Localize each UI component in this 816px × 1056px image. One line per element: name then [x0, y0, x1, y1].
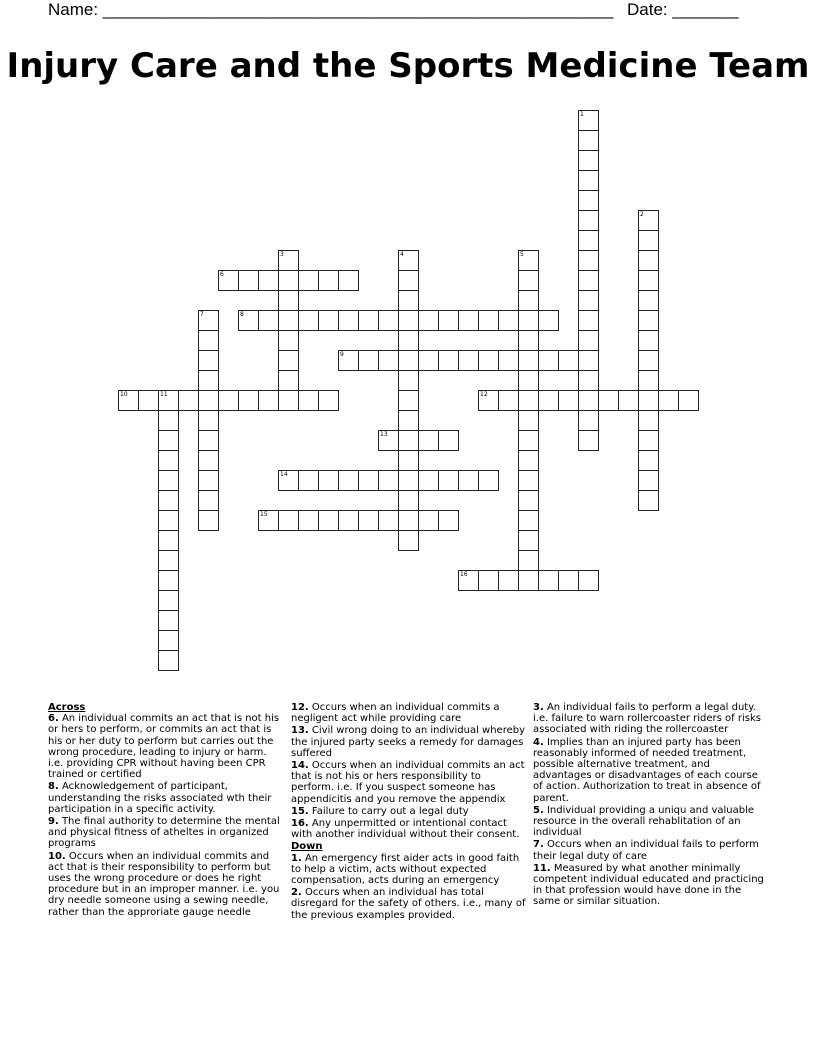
crossword-cell[interactable] [398, 410, 419, 431]
crossword-cell[interactable] [638, 350, 659, 371]
crossword-cell[interactable] [598, 390, 619, 411]
crossword-cell[interactable] [558, 390, 579, 411]
clue-text: Civil wrong doing to an individual whereby the injured party seeks a remedy for damages suffered [291, 725, 526, 759]
clue-number: 2. [291, 887, 302, 899]
crossword-cell[interactable] [518, 510, 539, 531]
clue-heading: Across [48, 702, 86, 713]
clue-text: An emergency first aider acts in good faith to help a victim, acts without expected compensation, acts during an emergency [291, 852, 520, 887]
crossword-cell[interactable] [578, 170, 599, 191]
cell-number: 4 [400, 251, 404, 258]
crossword-cell[interactable] [638, 490, 659, 511]
crossword-cell[interactable] [318, 270, 339, 291]
clue-item [48, 713, 284, 780]
crossword-cell[interactable] [298, 470, 319, 491]
crossword-cell[interactable] [198, 370, 219, 391]
crossword-cell[interactable] [638, 250, 659, 271]
crossword-cell[interactable] [198, 390, 219, 411]
crossword-cell[interactable] [398, 390, 419, 411]
cell-number: 16 [460, 571, 468, 578]
clue-text: Occurs when an individual has total disregard for the safety of others. i.e., many of the previous examples provided. [291, 887, 526, 921]
clue-item [533, 839, 769, 861]
crossword-cell[interactable] [378, 310, 399, 331]
clue-number: 1. [291, 852, 302, 864]
crossword-cell[interactable] [198, 350, 219, 371]
cell-number: 1 [580, 111, 584, 118]
crossword-cell[interactable] [478, 570, 499, 591]
clue-number: 6. [48, 713, 59, 725]
cell-number: 3 [280, 251, 284, 258]
cell-number: 9 [340, 351, 344, 358]
crossword-cell[interactable] [518, 490, 539, 511]
crossword-cell[interactable] [558, 570, 579, 591]
cell-number: 7 [200, 311, 204, 318]
crossword-cell[interactable] [538, 350, 559, 371]
crossword-cell[interactable] [578, 370, 599, 391]
crossword-cell[interactable] [258, 270, 279, 291]
crossword-cell[interactable] [578, 330, 599, 351]
crossword-cell[interactable] [358, 310, 379, 331]
crossword-cell[interactable] [518, 310, 539, 331]
crossword-cell[interactable] [298, 270, 319, 291]
crossword-cell[interactable] [458, 310, 479, 331]
clue-number: 8. [48, 781, 59, 793]
clue-number: 3. [533, 702, 544, 713]
crossword-cell[interactable] [198, 430, 219, 451]
clue-text: Acknowledgement of participant, understanding the risks associated wth their participation in a specific activity. [48, 781, 272, 815]
crossword-cell[interactable] [338, 270, 359, 291]
clue-item [291, 760, 527, 805]
crossword-cell[interactable] [278, 350, 299, 371]
cell-number: 13 [380, 431, 388, 438]
clues-column-1 [48, 702, 284, 919]
clue-text: An individual fails to perform a legal duty. i.e. failure to warn rollercoaster riders of risks associated with riding the rollercoaster [533, 702, 761, 736]
cell-number: 10 [120, 391, 128, 398]
crossword-cell[interactable] [638, 210, 659, 231]
crossword-cell[interactable] [298, 510, 319, 531]
clue-item [48, 851, 284, 918]
crossword-cell[interactable] [578, 290, 599, 311]
clue-number: 9. [48, 816, 59, 828]
clue-text: The final authority to determine the mental and physical fitness of atheltes in organized programs [48, 816, 280, 850]
crossword-cell[interactable] [378, 350, 399, 371]
crossword-cell[interactable] [278, 290, 299, 311]
crossword-cell[interactable] [418, 510, 439, 531]
crossword-cell[interactable] [198, 510, 219, 531]
crossword-cell[interactable] [398, 430, 419, 451]
crossword-cell[interactable] [638, 310, 659, 331]
crossword-cell[interactable] [378, 430, 399, 451]
crossword-cell[interactable] [498, 570, 519, 591]
crossword-cell[interactable] [278, 510, 299, 531]
crossword-cell[interactable] [518, 470, 539, 491]
crossword-cell[interactable] [398, 330, 419, 351]
clue-text: Occurs when an individual commits and act that is their responsibility to perform but uses the wrong procedure or does he right procedure but in an improper manner. i.e. you dry needle someone using a sewing needle, rather than the approriate gauge needle [48, 850, 280, 918]
crossword-cell[interactable] [578, 430, 599, 451]
crossword-cell[interactable] [338, 350, 359, 371]
clue-text: Occurs when an individual fails to perform their legal duty of care [533, 839, 759, 862]
crossword-cell[interactable] [158, 390, 179, 411]
clue-number: 10. [48, 850, 66, 862]
crossword-cell[interactable] [338, 510, 359, 531]
crossword-cell[interactable] [158, 610, 179, 631]
crossword-cell[interactable] [278, 470, 299, 491]
crossword-cell[interactable] [478, 310, 499, 331]
crossword-cell[interactable] [498, 390, 519, 411]
crossword-cell[interactable] [518, 410, 539, 431]
crossword-cell[interactable] [438, 310, 459, 331]
clue-text: Failure to carry out a legal duty [308, 805, 469, 817]
crossword-cell[interactable] [638, 270, 659, 291]
clue-text: Measured by what another minimally competent individual educated and practicing in that profession would have done in the same or similar situation. [533, 862, 764, 908]
crossword-cell[interactable] [258, 390, 279, 411]
crossword-cell[interactable] [438, 470, 459, 491]
crossword-cell[interactable] [578, 570, 599, 591]
crossword-cell[interactable] [618, 390, 639, 411]
crossword-cell[interactable] [198, 470, 219, 491]
crossword-cell[interactable] [518, 530, 539, 551]
crossword-cell[interactable] [398, 370, 419, 391]
cell-number: 5 [520, 251, 524, 258]
crossword-cell[interactable] [438, 350, 459, 371]
crossword-cell[interactable] [158, 410, 179, 431]
crossword-cell[interactable] [398, 530, 419, 551]
crossword-cell[interactable] [418, 470, 439, 491]
crossword-cell[interactable] [318, 470, 339, 491]
crossword-cell[interactable] [518, 430, 539, 451]
crossword-cell[interactable] [578, 110, 599, 131]
crossword-cell[interactable] [398, 450, 419, 471]
crossword-cell[interactable] [578, 130, 599, 151]
crossword-cell[interactable] [518, 330, 539, 351]
crossword-cell[interactable] [418, 310, 439, 331]
crossword-cell[interactable] [498, 310, 519, 331]
clue-item [291, 806, 527, 817]
crossword-cell[interactable] [158, 430, 179, 451]
crossword-cell[interactable] [238, 310, 259, 331]
crossword-cell[interactable] [318, 390, 339, 411]
crossword-cell[interactable] [318, 510, 339, 531]
crossword-cell[interactable] [638, 290, 659, 311]
clue-heading: Down [291, 841, 323, 853]
clue-item [291, 818, 527, 840]
clue-item [533, 863, 769, 908]
clue-number: 5. [533, 804, 544, 816]
clue-number: 12. [291, 702, 309, 713]
clues-column-2 [291, 702, 527, 922]
crossword-cell[interactable] [578, 350, 599, 371]
crossword-cell[interactable] [138, 390, 159, 411]
clue-number: 16. [291, 818, 309, 830]
crossword-cell[interactable] [578, 410, 599, 431]
clue-item [533, 702, 769, 736]
crossword-cell[interactable] [478, 350, 499, 371]
crossword-cell[interactable] [298, 310, 319, 331]
crossword-cell[interactable] [578, 150, 599, 171]
cell-number: 14 [280, 471, 288, 478]
crossword-cell[interactable] [518, 350, 539, 371]
clue-text: Occurs when an individual commits a negligent act while providing care [291, 702, 500, 725]
crossword-cell[interactable] [538, 310, 559, 331]
crossword-cell[interactable] [218, 270, 239, 291]
crossword-cell[interactable] [398, 250, 419, 271]
crossword-cell[interactable] [398, 490, 419, 511]
crossword-cell[interactable] [398, 470, 419, 491]
crossword-cell[interactable] [378, 510, 399, 531]
crossword-cell[interactable] [518, 270, 539, 291]
cell-number: 15 [260, 511, 268, 518]
crossword-cell[interactable] [658, 390, 679, 411]
crossword-cell[interactable] [438, 430, 459, 451]
crossword-cell[interactable] [538, 390, 559, 411]
crossword-cell[interactable] [578, 210, 599, 231]
crossword-cell[interactable] [518, 290, 539, 311]
crossword-cell[interactable] [158, 650, 179, 671]
crossword-cell[interactable] [158, 530, 179, 551]
crossword-cell[interactable] [638, 330, 659, 351]
crossword-cell[interactable] [278, 270, 299, 291]
crossword-cell[interactable] [638, 430, 659, 451]
crossword-cell[interactable] [518, 390, 539, 411]
crossword-cell[interactable] [438, 510, 459, 531]
crossword-cell[interactable] [278, 310, 299, 331]
crossword-cell[interactable] [578, 310, 599, 331]
crossword-cell[interactable] [518, 250, 539, 271]
crossword-cell[interactable] [578, 230, 599, 251]
clue-number: 14. [291, 760, 309, 772]
clue-item [291, 702, 527, 724]
clue-item [291, 725, 527, 759]
clue-item [533, 737, 769, 804]
cell-number: 8 [240, 311, 244, 318]
clue-item [291, 853, 527, 887]
crossword-cell[interactable] [118, 390, 139, 411]
crossword-cell[interactable] [218, 390, 239, 411]
crossword-cell[interactable] [478, 470, 499, 491]
clue-item [291, 887, 527, 921]
crossword-cell[interactable] [458, 350, 479, 371]
crossword-cell[interactable] [238, 390, 259, 411]
crossword-cell[interactable] [458, 570, 479, 591]
crossword-cell[interactable] [158, 470, 179, 491]
crossword-cell[interactable] [198, 310, 219, 331]
crossword-cell[interactable] [158, 510, 179, 531]
crossword-cell[interactable] [558, 350, 579, 371]
crossword-cell[interactable] [518, 450, 539, 471]
crossword-cell[interactable] [158, 570, 179, 591]
crossword-cell[interactable] [258, 510, 279, 531]
clue-number: 4. [533, 736, 544, 748]
crossword-cell[interactable] [458, 470, 479, 491]
crossword-cell[interactable] [518, 370, 539, 391]
crossword-cell[interactable] [638, 450, 659, 471]
crossword-cell[interactable] [158, 590, 179, 611]
crossword-cell[interactable] [398, 270, 419, 291]
crossword-cell[interactable] [418, 350, 439, 371]
crossword-cell[interactable] [518, 570, 539, 591]
clue-item [48, 781, 284, 815]
crossword-cell[interactable] [538, 570, 559, 591]
cell-number: 2 [640, 211, 644, 218]
crossword-cell[interactable] [298, 390, 319, 411]
clue-text: Any unpermitted or intentional contact with another individual without their consent. [291, 818, 520, 841]
crossword-cell[interactable] [258, 310, 279, 331]
crossword-cell[interactable] [638, 390, 659, 411]
crossword-cell[interactable] [158, 550, 179, 571]
crossword-cell[interactable] [198, 410, 219, 431]
crossword-cell[interactable] [178, 390, 199, 411]
crossword-cell[interactable] [478, 390, 499, 411]
crossword-cell[interactable] [678, 390, 699, 411]
clue-item [533, 805, 769, 839]
crossword-cell[interactable] [158, 490, 179, 511]
crossword-cell[interactable] [498, 350, 519, 371]
crossword-cell[interactable] [418, 430, 439, 451]
crossword-cell[interactable] [638, 370, 659, 391]
crossword-cell[interactable] [398, 290, 419, 311]
clue-text: Individual providing a uniqu and valuable resource in the overall rehablitation of an individual [533, 804, 755, 839]
crossword-cell[interactable] [238, 270, 259, 291]
crossword-cell[interactable] [278, 330, 299, 351]
name-field: Name: ______________________________________________________ [48, 0, 614, 19]
crossword-cell[interactable] [278, 370, 299, 391]
crossword-cell[interactable] [638, 410, 659, 431]
clue-text: An individual commits an act that is not his or hers to perform, or commits an act that is his or her duty to perform but carries out the wrong procedure, leading to injury or harm. i.e. providing CPR without having been CPR trained or certified [48, 713, 280, 781]
page-title: Injury Care and the Sports Medicine Team [6, 46, 810, 86]
crossword-cell[interactable] [358, 350, 379, 371]
crossword-cell[interactable] [158, 450, 179, 471]
crossword-cell[interactable] [378, 470, 399, 491]
clue-number: 15. [291, 805, 309, 817]
crossword-cell[interactable] [198, 490, 219, 511]
clue-number: 7. [533, 839, 544, 851]
crossword-cell[interactable] [518, 550, 539, 571]
cell-number: 6 [220, 271, 224, 278]
crossword-cell[interactable] [578, 190, 599, 211]
clue-text: Occurs when an individual commits an act that is not his or hers responsibility to perform. i.e. If you suspect someone has appendicitis and you remove the appendix [291, 760, 525, 805]
crossword-cell[interactable] [338, 310, 359, 331]
crossword-cell[interactable] [278, 390, 299, 411]
clue-number: 13. [291, 725, 309, 737]
crossword-cell[interactable] [578, 390, 599, 411]
crossword-cell[interactable] [638, 230, 659, 251]
clue-number: 11. [533, 862, 551, 874]
crossword-cell[interactable] [338, 470, 359, 491]
crossword-cell[interactable] [578, 270, 599, 291]
crossword-cell[interactable] [358, 470, 379, 491]
crossword-cell[interactable] [578, 250, 599, 271]
crossword-cell[interactable] [198, 330, 219, 351]
clue-text: Implies than an injured party has been reasonably informed of needed treatment, possible alternative treatment, and advantages or disadvantages of each course of action. Authorization to treat in absence of parent. [533, 736, 761, 804]
date-field: Date: _______ [627, 0, 739, 19]
crossword-cell[interactable] [198, 450, 219, 471]
crossword-cell[interactable] [398, 510, 419, 531]
crossword-cell[interactable] [358, 510, 379, 531]
cell-number: 11 [160, 391, 168, 398]
crossword-cell[interactable] [398, 350, 419, 371]
clue-item [48, 816, 284, 850]
crossword-cell[interactable] [278, 250, 299, 271]
crossword-cell[interactable] [638, 470, 659, 491]
cell-number: 12 [480, 391, 488, 398]
crossword-cell[interactable] [318, 310, 339, 331]
crossword-cell[interactable] [158, 630, 179, 651]
crossword-cell[interactable] [398, 310, 419, 331]
clues-column-3 [533, 702, 769, 909]
